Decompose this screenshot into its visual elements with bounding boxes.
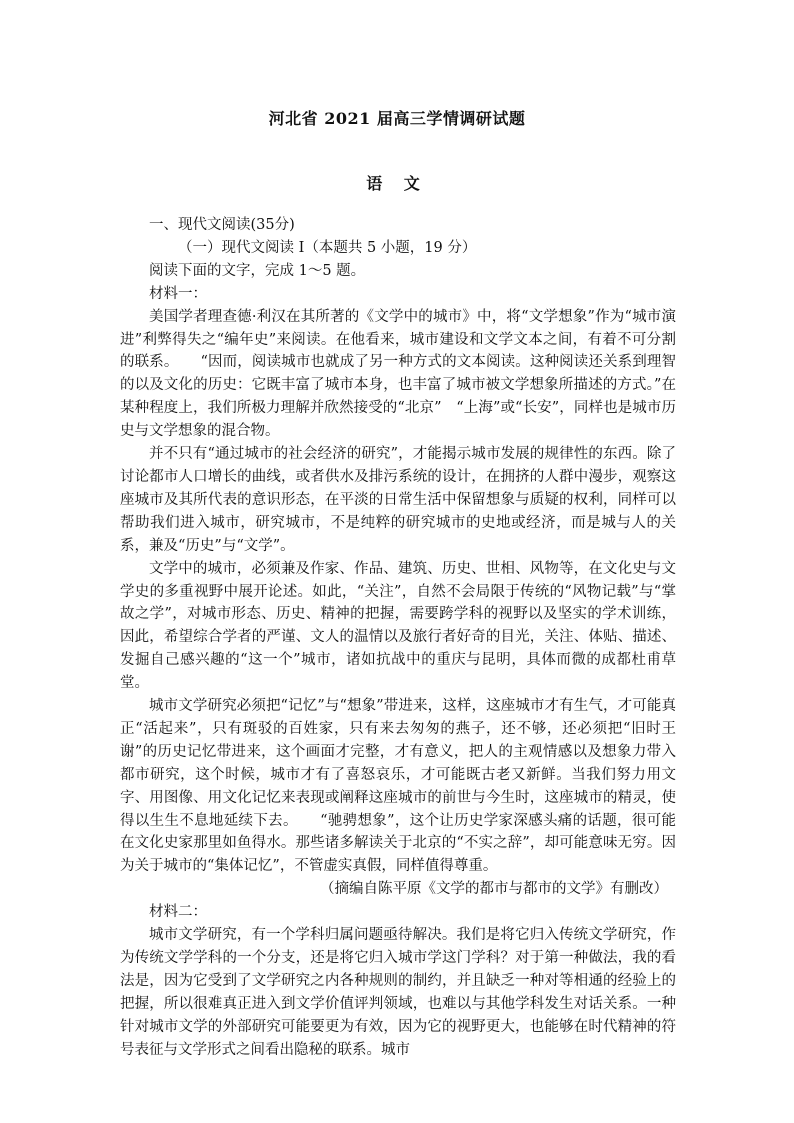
material-one-source: （摘编自陈平原《文学的都市与都市的文学》有删改） xyxy=(320,881,668,898)
material-one-paragraph-1: 美国学者理查德·利汉在其所著的《文学中的城市》中，将“文学想象”作为“城市演进”利弊得失之“编年史”来阅读。在他看来，城市建设和文学文本之间，有着不可分割的联系。 “因而，阅读城市也就成了另一种方式的文本阅读。这种阅读还关系到理智的以及文化的历史：它既丰富了城市本身，也丰富了城市被文学想象所描述的方式。”在某种程度上，我们所极力理解并欣然接受的“北京” “上海”或“长安”，同样也是城市历史与文学想象的混合物。 xyxy=(120,308,676,440)
reading-instruction: 阅读下面的文字，完成 1～5 题。 xyxy=(149,262,366,279)
subject-title: 语 文 xyxy=(366,174,428,193)
material-one-paragraph-3: 文学中的城市，必须兼及作家、作品、建筑、历史、世相、风物等，在文化史与文学史的多重视野中展开论述。如此，“关注”，自然不会局限于传统的“风物记载”与“掌故之学”，对城市形态、历史、精神的把握，需要跨学科的视野以及坚实的学术训练，因此，希望综合学者的严谨、文人的温情以及旅行者好奇的目光，关注、体贴、描述、发掘自己感兴趣的“这一个”城市，诸如抗战中的重庆与昆明，具体而微的成都杜甫草堂。 xyxy=(120,560,676,692)
exam-content xyxy=(120,214,676,1062)
material-one-paragraph-2: 并不只有“通过城市的社会经济的研究”，才能揭示城市发展的规律性的东西。除了讨论都市人口增长的曲线，或者供水及排污系统的设计，在拥挤的人群中漫步，观察这座城市及其所代表的意识形态，在平淡的日常生活中保留想象与质疑的权利，同样可以帮助我们进入城市，研究城市，不是纯粹的研究城市的史地或经济，而是城与人的关系，兼及“历史”与“文学”。 xyxy=(120,446,676,554)
section-heading: 一、现代文阅读(35分) xyxy=(149,217,295,233)
material-one-label: 材料一： xyxy=(149,285,207,302)
section-subheading: （一）现代文阅读 I（本题共 5 小题，19 分） xyxy=(178,239,477,256)
exam-title: 河北省 2021 届高三学情调研试题 xyxy=(268,109,526,128)
material-one-paragraph-4: 城市文学研究必须把“记忆”与“想象”带进来，这样，这座城市才有生气，才可能真正“活起来”，只有斑驳的百姓家，只有来去匆匆的燕子，还不够，还必须把“旧时王谢”的历史记忆带进来，这个画面才完整，才有意义，把人的主观情感以及想象力带入都市研究，这个时候，城市才有了喜怒哀乐，才可能既古老又新鲜。当我们努力用文字、用图像、用文化记忆来表现或阐释这座城市的前世与今生时，这座城市的精灵，使得以生生不息地延续下去。 “驰骋想象”，这个让历史学家深感头痛的话题，很可能在文化史家那里如鱼得水。那些诸多解读关于北京的“不实之辞”，却可能意味无穷。因为关于城市的“集体记忆”，不管虚实真假，同样值得尊重。 xyxy=(120,698,676,875)
material-two-paragraph-1: 城市文学研究，有一个学科归属问题亟待解决。我们是将它归入传统文学研究，作为传统文学学科的一个分支，还是将它归入城市学这门学科？对于第一种做法，我的看法是，因为它受到了文学研究之内各种规则的制约，并且缺乏一种对等相通的经验上的把握，所以很难真正进入到文学价值评判领域，也难以与其他学科发生对话关系。一种针对城市文学的外部研究可能要更为有效，因为它的视野更大，也能够在时代精神的符号表征与文学形式之间看出隐秘的联系。城市 xyxy=(120,927,676,1058)
material-two-label: 材料二： xyxy=(149,904,207,921)
